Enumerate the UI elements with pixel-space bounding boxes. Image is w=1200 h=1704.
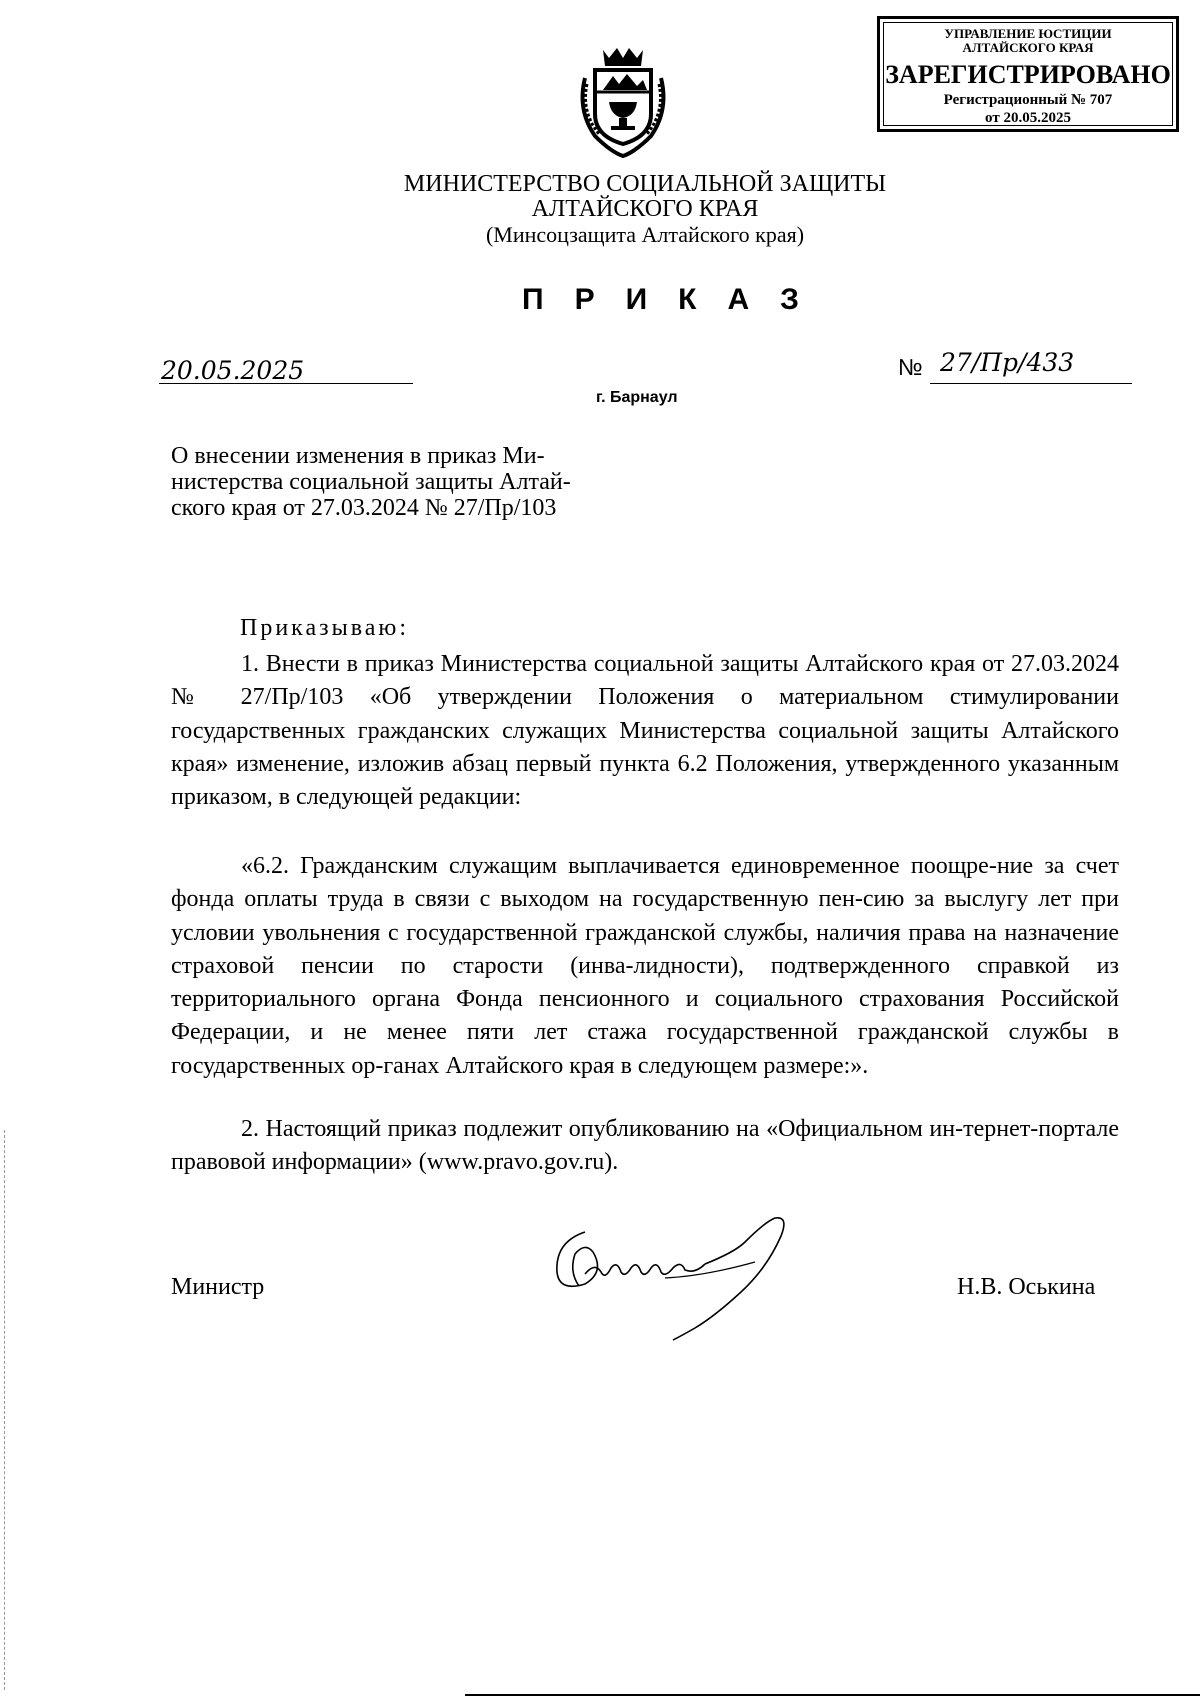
stamp-org-line2: АЛТАЙСКОГО КРАЯ	[962, 40, 1094, 55]
paragraph-2: «6.2. Гражданским служащим выплачивается единовременное поощре-ние за счет фонда оплаты труда в связи с выходом на государственную пен-сию за выслугу лет при условии увольнения с государственной гражданской службы, наличия права на назначение страховой пенсии по старости (инва-лидности), подтвержденного справкой из территориального органа Фонда пенсионного и социального страхования Российской Федерации, и не менее пяти лет стажа государственной гражданской службы в государственных ор-ганах Алтайского края в следующем размере:».	[171, 853, 1119, 1079]
order-number: 27/Пр/433	[940, 348, 1075, 377]
page-bottom-line	[465, 1694, 1200, 1696]
registration-stamp	[877, 16, 1179, 132]
number-underline	[930, 383, 1132, 384]
handwritten-signature-icon	[545, 1212, 835, 1352]
subject-line1: О внесении изменения в приказ Ми-	[171, 443, 545, 469]
order-date: 20.05.2025	[161, 356, 305, 385]
ministry-line2: АЛТАЙСКОГО КРАЯ	[531, 196, 759, 222]
stamp-reg-number: Регистрационный № 707	[943, 92, 1113, 108]
order-subject	[171, 443, 651, 521]
ministry-short-name: (Минсоцзащита Алтайского края)	[485, 222, 805, 247]
subject-line2: нистерства социальной защиты Алтай-	[171, 469, 571, 495]
order-lead: Приказываю:	[240, 615, 409, 641]
ministry-name	[0, 172, 1200, 222]
city: г. Барнаул	[596, 389, 678, 406]
stamp-org-line1: УПРАВЛЕНИЕ ЮСТИЦИИ	[944, 26, 1112, 41]
number-label: №	[898, 354, 923, 380]
stamp-status: ЗАРЕГИСТРИРОВАНО	[885, 60, 1171, 89]
ministry-line1: МИНИСТЕРСТВО СОЦИАЛЬНОЙ ЗАЩИТЫ	[403, 171, 887, 197]
altai-coat-of-arms-icon	[573, 40, 673, 160]
subject-line3: ского края от 27.03.2024 № 27/Пр/103	[171, 495, 557, 521]
paragraph-3: 2. Настоящий приказ подлежит опубликованию на «Официальном ин-тернет-портале правовой информации» (www.pravo.gov.ru).	[171, 1116, 1119, 1176]
scan-edge-artifact	[4, 1130, 6, 1690]
signer-position: Министр	[171, 1274, 265, 1300]
document-type: ПРИКАЗ	[522, 283, 830, 316]
signer-name: Н.В. Оськина	[957, 1274, 1096, 1300]
paragraph-1: 1. Внести в приказ Министерства социальной защиты Алтайского края от 27.03.2024 № 27/Пр/103 «Об утверждении Положения о материальном стимулировании государственных гражданских служащих Министерства социальной защиты Алтайского края» изменение, изложив абзац первый пункта 6.2 Положения, утвержденного указанным приказом, в следующей редакции:	[171, 651, 1119, 811]
stamp-reg-date: от 20.05.2025	[985, 110, 1071, 126]
